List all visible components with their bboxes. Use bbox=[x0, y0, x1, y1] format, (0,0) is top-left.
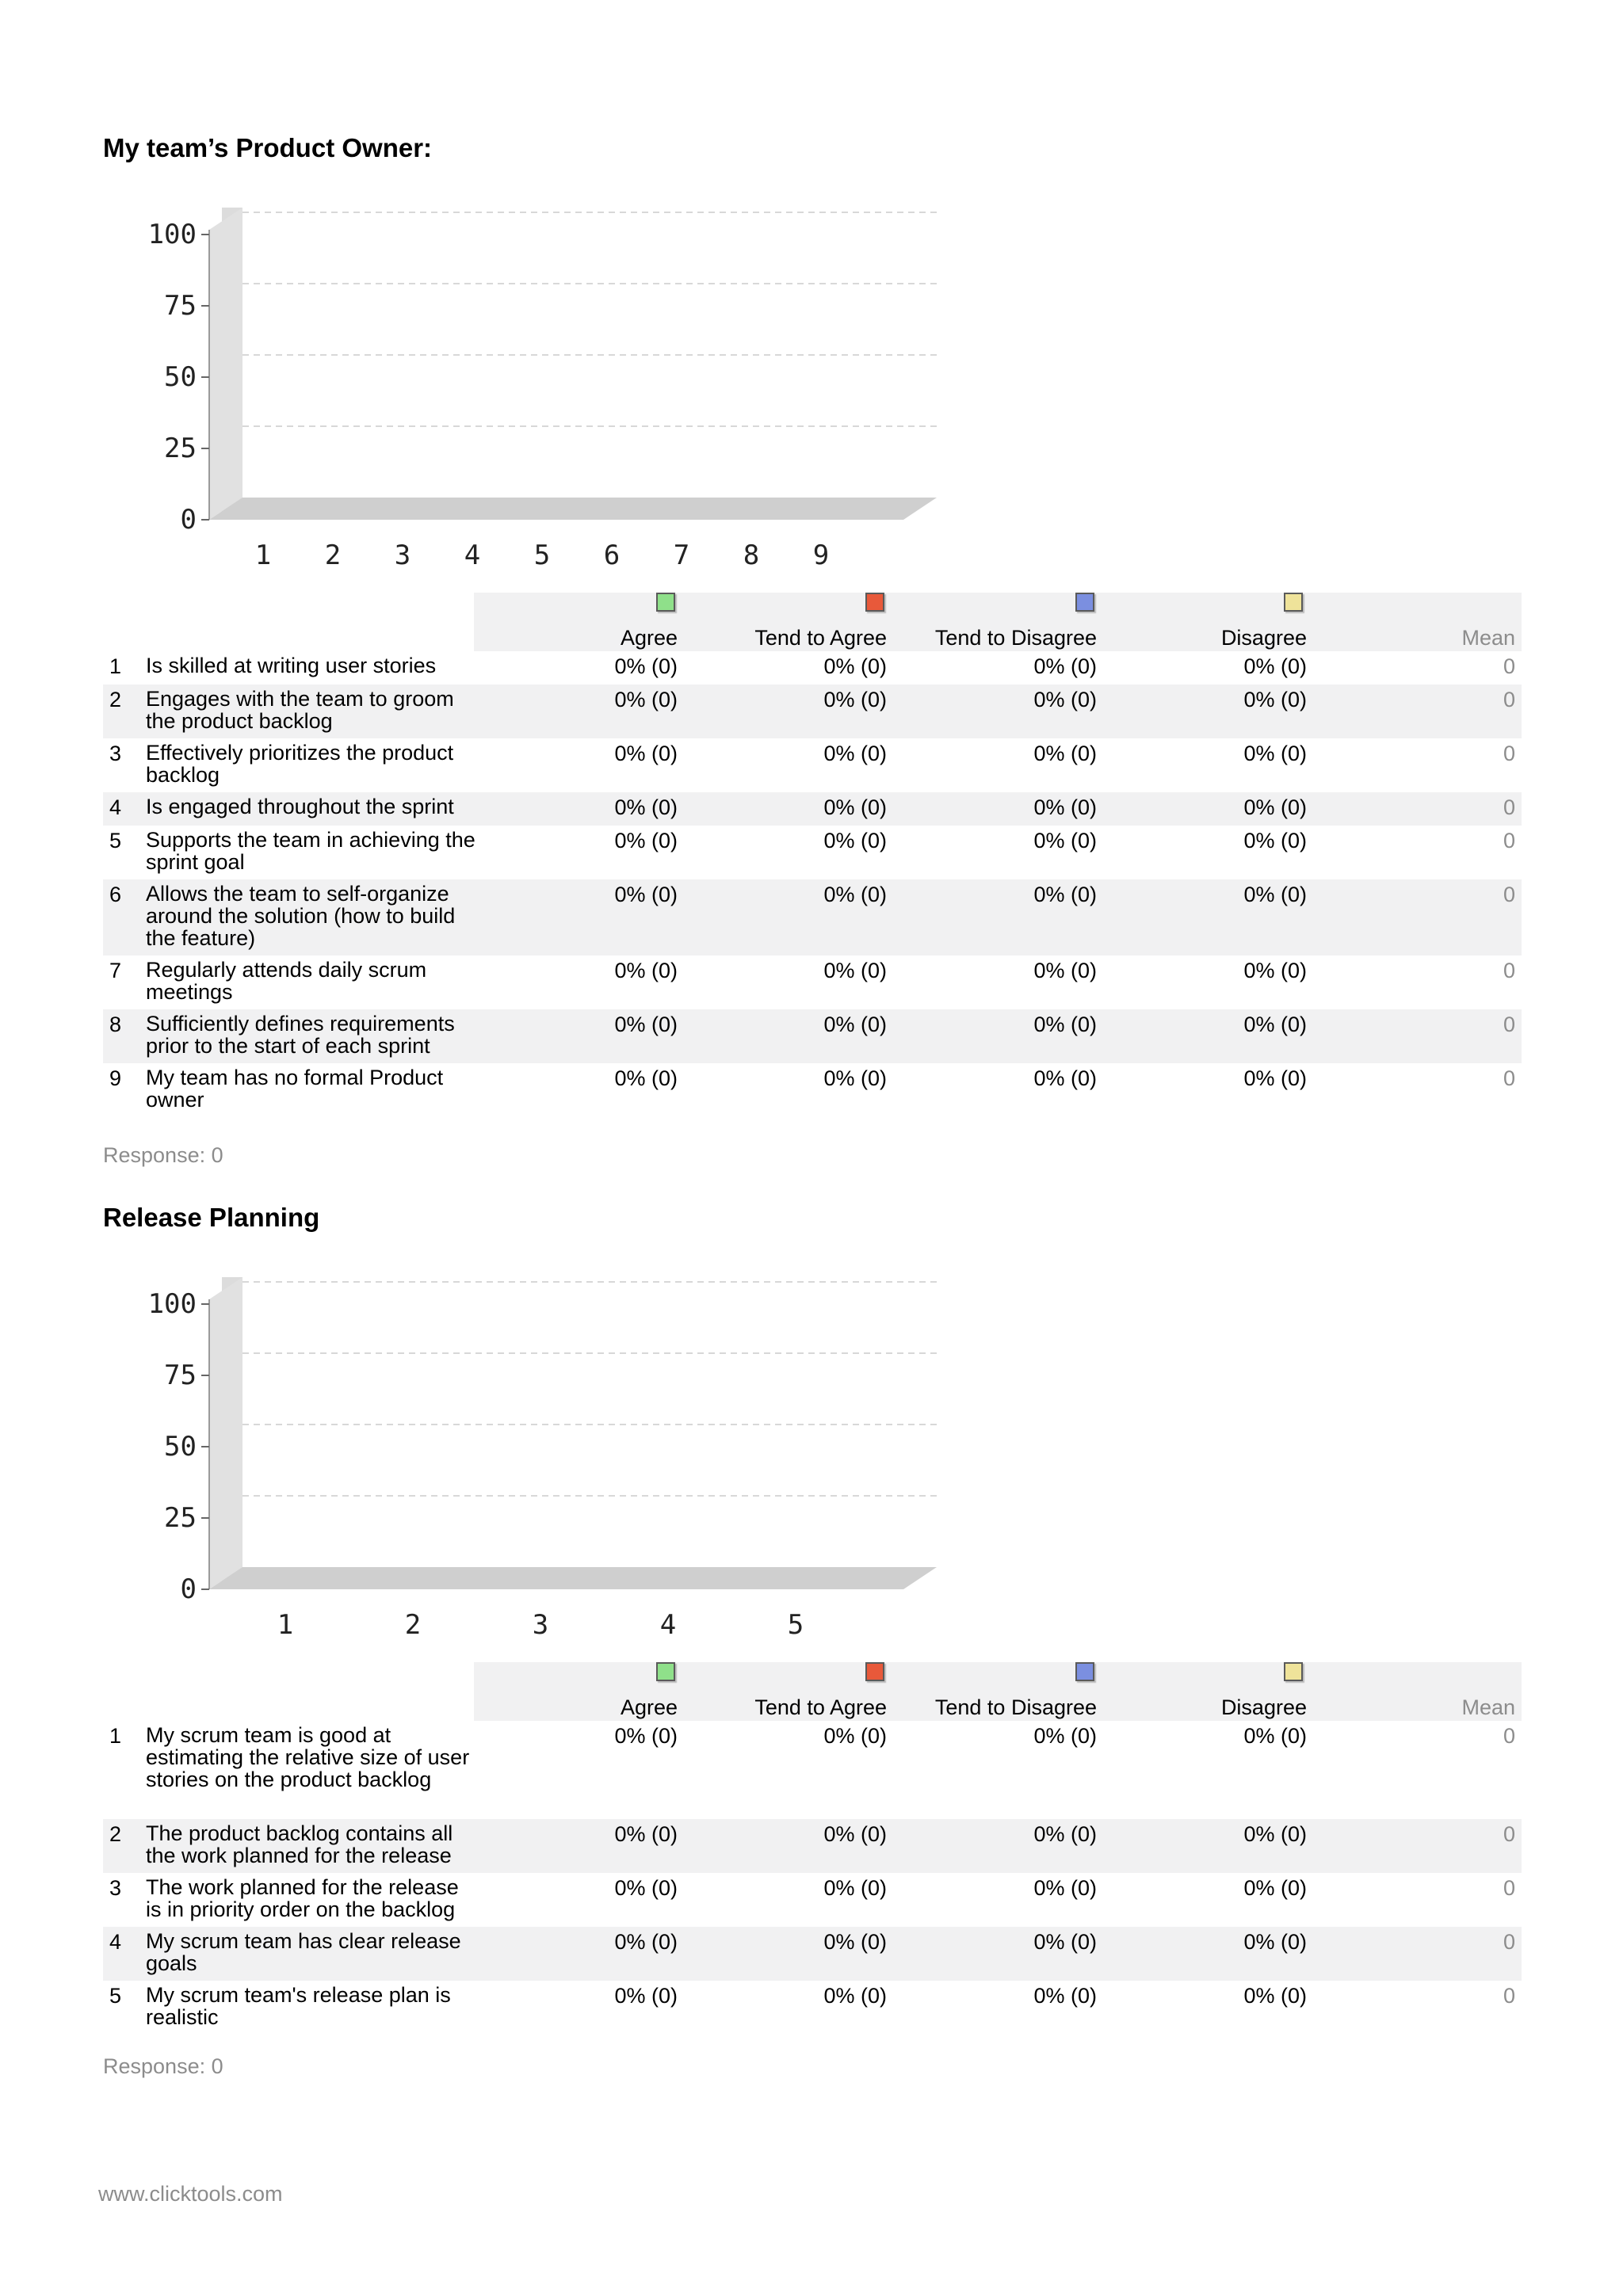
cell-tend-agree: 0% (0) bbox=[823, 829, 887, 852]
cell-tend-disagree: 0% (0) bbox=[1033, 1930, 1097, 1954]
cell-tend-agree: 0% (0) bbox=[823, 1984, 887, 2008]
cell-mean: 0 bbox=[1503, 1822, 1515, 1846]
cell-tend-agree: 0% (0) bbox=[823, 883, 887, 906]
footer-url: www.clicktools.com bbox=[98, 2182, 283, 2206]
row-statement: Regularly attends daily scrum meetings bbox=[146, 958, 427, 1004]
cell-tend-disagree: 0% (0) bbox=[1033, 1984, 1097, 2008]
chart-release-planning bbox=[113, 1258, 953, 1642]
column-header-agree: Agree bbox=[620, 1695, 678, 1719]
y-tick-label: 50 bbox=[164, 1431, 197, 1463]
cell-mean: 0 bbox=[1503, 688, 1515, 711]
legend-header bbox=[474, 1662, 1522, 1721]
cell-mean: 0 bbox=[1503, 742, 1515, 765]
cell-tend-disagree: 0% (0) bbox=[1033, 829, 1097, 852]
column-header-tend-agree: Tend to Agree bbox=[754, 1695, 887, 1719]
cell-mean: 0 bbox=[1503, 829, 1515, 852]
cell-agree: 0% (0) bbox=[614, 1930, 678, 1954]
cell-disagree: 0% (0) bbox=[1243, 1930, 1307, 1954]
cell-mean: 0 bbox=[1503, 654, 1515, 678]
section-title: My team’s Product Owner: bbox=[103, 133, 433, 162]
legend-swatch-disagree bbox=[1284, 1662, 1303, 1681]
table-row bbox=[103, 651, 1522, 685]
cell-agree: 0% (0) bbox=[614, 688, 678, 711]
row-statement: Allows the team to self-organize around the solution (how to build the feature) bbox=[146, 882, 456, 950]
legend-swatch-tend-disagree bbox=[1075, 1662, 1094, 1681]
chart-side-wall bbox=[209, 208, 242, 520]
table-row bbox=[103, 1819, 1522, 1873]
cell-tend-agree: 0% (0) bbox=[823, 795, 887, 819]
cell-disagree: 0% (0) bbox=[1243, 883, 1307, 906]
cell-tend-disagree: 0% (0) bbox=[1033, 654, 1097, 678]
legend-header bbox=[474, 593, 1522, 651]
table-row bbox=[103, 1927, 1522, 1981]
row-number: 7 bbox=[109, 959, 122, 982]
cell-agree: 0% (0) bbox=[614, 1066, 678, 1090]
legend-swatch-tend-disagree bbox=[1075, 593, 1094, 612]
cell-tend-disagree: 0% (0) bbox=[1033, 688, 1097, 711]
y-tick-label: 75 bbox=[164, 1360, 197, 1391]
cell-disagree: 0% (0) bbox=[1243, 742, 1307, 765]
x-tick-label: 2 bbox=[404, 1609, 422, 1638]
cell-agree: 0% (0) bbox=[614, 883, 678, 906]
x-tick-label: 4 bbox=[464, 540, 481, 569]
y-tick-label: 25 bbox=[164, 1502, 197, 1534]
cell-mean: 0 bbox=[1503, 959, 1515, 982]
cell-tend-agree: 0% (0) bbox=[823, 1876, 887, 1900]
cell-agree: 0% (0) bbox=[614, 1876, 678, 1900]
y-tick-label: 0 bbox=[180, 504, 197, 536]
x-tick-label: 1 bbox=[254, 540, 272, 569]
cell-tend-agree: 0% (0) bbox=[823, 688, 887, 711]
cell-disagree: 0% (0) bbox=[1243, 1013, 1307, 1036]
row-number: 1 bbox=[109, 1724, 122, 1748]
cell-disagree: 0% (0) bbox=[1243, 1876, 1307, 1900]
row-number: 2 bbox=[109, 1822, 122, 1846]
y-tick-label: 50 bbox=[164, 361, 197, 393]
bar-chart bbox=[113, 189, 953, 569]
cell-disagree: 0% (0) bbox=[1243, 1724, 1307, 1748]
cell-disagree: 0% (0) bbox=[1243, 795, 1307, 819]
column-header-tend-disagree: Tend to Disagree bbox=[934, 1695, 1097, 1719]
cell-disagree: 0% (0) bbox=[1243, 688, 1307, 711]
row-number: 5 bbox=[109, 829, 122, 852]
column-header-disagree: Disagree bbox=[1220, 1695, 1307, 1719]
x-tick-label: 5 bbox=[787, 1609, 804, 1638]
row-number: 8 bbox=[109, 1013, 122, 1036]
legend-swatch-agree bbox=[656, 1662, 675, 1681]
cell-mean: 0 bbox=[1503, 1930, 1515, 1954]
cell-tend-disagree: 0% (0) bbox=[1033, 742, 1097, 765]
y-tick-label: 25 bbox=[164, 433, 197, 464]
row-statement: Engages with the team to groom the product backlog bbox=[146, 687, 454, 733]
cell-tend-disagree: 0% (0) bbox=[1033, 795, 1097, 819]
table-row bbox=[103, 879, 1522, 955]
x-tick-label: 8 bbox=[743, 540, 760, 569]
legend-swatch-disagree bbox=[1284, 593, 1303, 612]
row-statement: The product backlog contains all the work planned for the release bbox=[146, 1821, 453, 1867]
cell-tend-disagree: 0% (0) bbox=[1033, 1876, 1097, 1900]
cell-tend-disagree: 0% (0) bbox=[1033, 883, 1097, 906]
row-number: 2 bbox=[109, 688, 122, 711]
cell-disagree: 0% (0) bbox=[1243, 1822, 1307, 1846]
chart-floor bbox=[209, 1567, 937, 1589]
row-number: 3 bbox=[109, 742, 122, 765]
section-title: Release Planning bbox=[103, 1203, 320, 1232]
column-header-disagree: Disagree bbox=[1220, 626, 1307, 650]
row-number: 9 bbox=[109, 1066, 122, 1090]
cell-tend-disagree: 0% (0) bbox=[1033, 959, 1097, 982]
table-row bbox=[103, 1981, 1522, 2035]
legend-swatch-tend-agree bbox=[865, 1662, 884, 1681]
cell-tend-disagree: 0% (0) bbox=[1033, 1066, 1097, 1090]
cell-disagree: 0% (0) bbox=[1243, 654, 1307, 678]
row-statement: The work planned for the release is in priority order on the backlog bbox=[146, 1875, 459, 1921]
cell-agree: 0% (0) bbox=[614, 1822, 678, 1846]
cell-mean: 0 bbox=[1503, 795, 1515, 819]
cell-agree: 0% (0) bbox=[614, 829, 678, 852]
cell-disagree: 0% (0) bbox=[1243, 1066, 1307, 1090]
cell-tend-agree: 0% (0) bbox=[823, 1930, 887, 1954]
section-release-planning bbox=[103, 1203, 1522, 2090]
cell-agree: 0% (0) bbox=[614, 654, 678, 678]
cell-disagree: 0% (0) bbox=[1243, 1984, 1307, 2008]
row-number: 4 bbox=[109, 795, 122, 819]
cell-tend-agree: 0% (0) bbox=[823, 654, 887, 678]
y-tick-label: 100 bbox=[147, 1288, 197, 1320]
y-tick-label: 75 bbox=[164, 290, 197, 322]
row-statement: Supports the team in achieving the sprint goal bbox=[146, 828, 475, 874]
x-tick-label: 6 bbox=[603, 540, 621, 569]
x-tick-label: 9 bbox=[812, 540, 830, 569]
section-product-owner bbox=[103, 133, 1522, 1171]
cell-agree: 0% (0) bbox=[614, 1984, 678, 2008]
row-statement: Is skilled at writing user stories bbox=[146, 654, 437, 677]
column-header-tend-agree: Tend to Agree bbox=[754, 626, 887, 650]
x-tick-label: 3 bbox=[532, 1609, 549, 1638]
row-number: 1 bbox=[109, 654, 122, 678]
cell-disagree: 0% (0) bbox=[1243, 829, 1307, 852]
row-number: 5 bbox=[109, 1984, 122, 2008]
table-row bbox=[103, 738, 1522, 792]
cell-tend-agree: 0% (0) bbox=[823, 1013, 887, 1036]
bar-chart bbox=[113, 1258, 953, 1638]
row-statement: My scrum team's release plan is realistic bbox=[146, 1983, 451, 2029]
y-tick-label: 100 bbox=[147, 219, 197, 250]
x-tick-label: 7 bbox=[673, 540, 690, 569]
x-tick-label: 3 bbox=[394, 540, 411, 569]
cell-agree: 0% (0) bbox=[614, 742, 678, 765]
x-tick-label: 2 bbox=[324, 540, 342, 569]
chart-side-wall bbox=[209, 1277, 242, 1589]
cell-agree: 0% (0) bbox=[614, 959, 678, 982]
response-count: Response: 0 bbox=[103, 1143, 223, 1167]
column-header-tend-disagree: Tend to Disagree bbox=[934, 626, 1097, 650]
row-statement: My scrum team has clear release goals bbox=[146, 1929, 461, 1975]
cell-mean: 0 bbox=[1503, 883, 1515, 906]
cell-tend-disagree: 0% (0) bbox=[1033, 1822, 1097, 1846]
table-row bbox=[103, 1873, 1522, 1927]
row-statement: Effectively prioritizes the product backlog bbox=[146, 741, 454, 787]
cell-tend-agree: 0% (0) bbox=[823, 1822, 887, 1846]
cell-mean: 0 bbox=[1503, 1013, 1515, 1036]
cell-tend-agree: 0% (0) bbox=[823, 1724, 887, 1748]
chart-floor bbox=[209, 498, 937, 520]
y-tick-label: 0 bbox=[180, 1573, 197, 1605]
table-row bbox=[103, 1721, 1522, 1819]
row-statement: My scrum team is good at estimating the relative size of user stories on the product backlog bbox=[146, 1723, 470, 1791]
column-header-agree: Agree bbox=[620, 626, 678, 650]
cell-mean: 0 bbox=[1503, 1066, 1515, 1090]
column-header-mean: Mean bbox=[1461, 626, 1515, 650]
table-row bbox=[103, 1063, 1522, 1117]
cell-mean: 0 bbox=[1503, 1724, 1515, 1748]
cell-tend-agree: 0% (0) bbox=[823, 742, 887, 765]
legend-swatch-tend-agree bbox=[865, 593, 884, 612]
cell-tend-disagree: 0% (0) bbox=[1033, 1724, 1097, 1748]
row-number: 3 bbox=[109, 1876, 122, 1900]
row-statement: Is engaged throughout the sprint bbox=[146, 795, 454, 818]
cell-agree: 0% (0) bbox=[614, 1013, 678, 1036]
row-statement: My team has no formal Product owner bbox=[146, 1066, 444, 1112]
cell-tend-agree: 0% (0) bbox=[823, 959, 887, 982]
row-statement: Sufficiently defines requirements prior to the start of each sprint bbox=[146, 1012, 455, 1058]
table-row bbox=[103, 826, 1522, 879]
response-count: Response: 0 bbox=[103, 2054, 223, 2078]
x-tick-label: 4 bbox=[659, 1609, 677, 1638]
cell-mean: 0 bbox=[1503, 1876, 1515, 1900]
table-row bbox=[103, 685, 1522, 738]
column-header-mean: Mean bbox=[1461, 1695, 1515, 1719]
cell-mean: 0 bbox=[1503, 1984, 1515, 2008]
table-row bbox=[103, 955, 1522, 1009]
table-row bbox=[103, 792, 1522, 826]
row-number: 6 bbox=[109, 883, 122, 906]
cell-agree: 0% (0) bbox=[614, 795, 678, 819]
cell-disagree: 0% (0) bbox=[1243, 959, 1307, 982]
row-number: 4 bbox=[109, 1930, 122, 1954]
cell-tend-agree: 0% (0) bbox=[823, 1066, 887, 1090]
chart-product-owner bbox=[113, 189, 953, 573]
cell-agree: 0% (0) bbox=[614, 1724, 678, 1748]
x-tick-label: 5 bbox=[533, 540, 551, 569]
cell-tend-disagree: 0% (0) bbox=[1033, 1013, 1097, 1036]
legend-swatch-agree bbox=[656, 593, 675, 612]
table-row bbox=[103, 1009, 1522, 1063]
x-tick-label: 1 bbox=[277, 1609, 294, 1638]
